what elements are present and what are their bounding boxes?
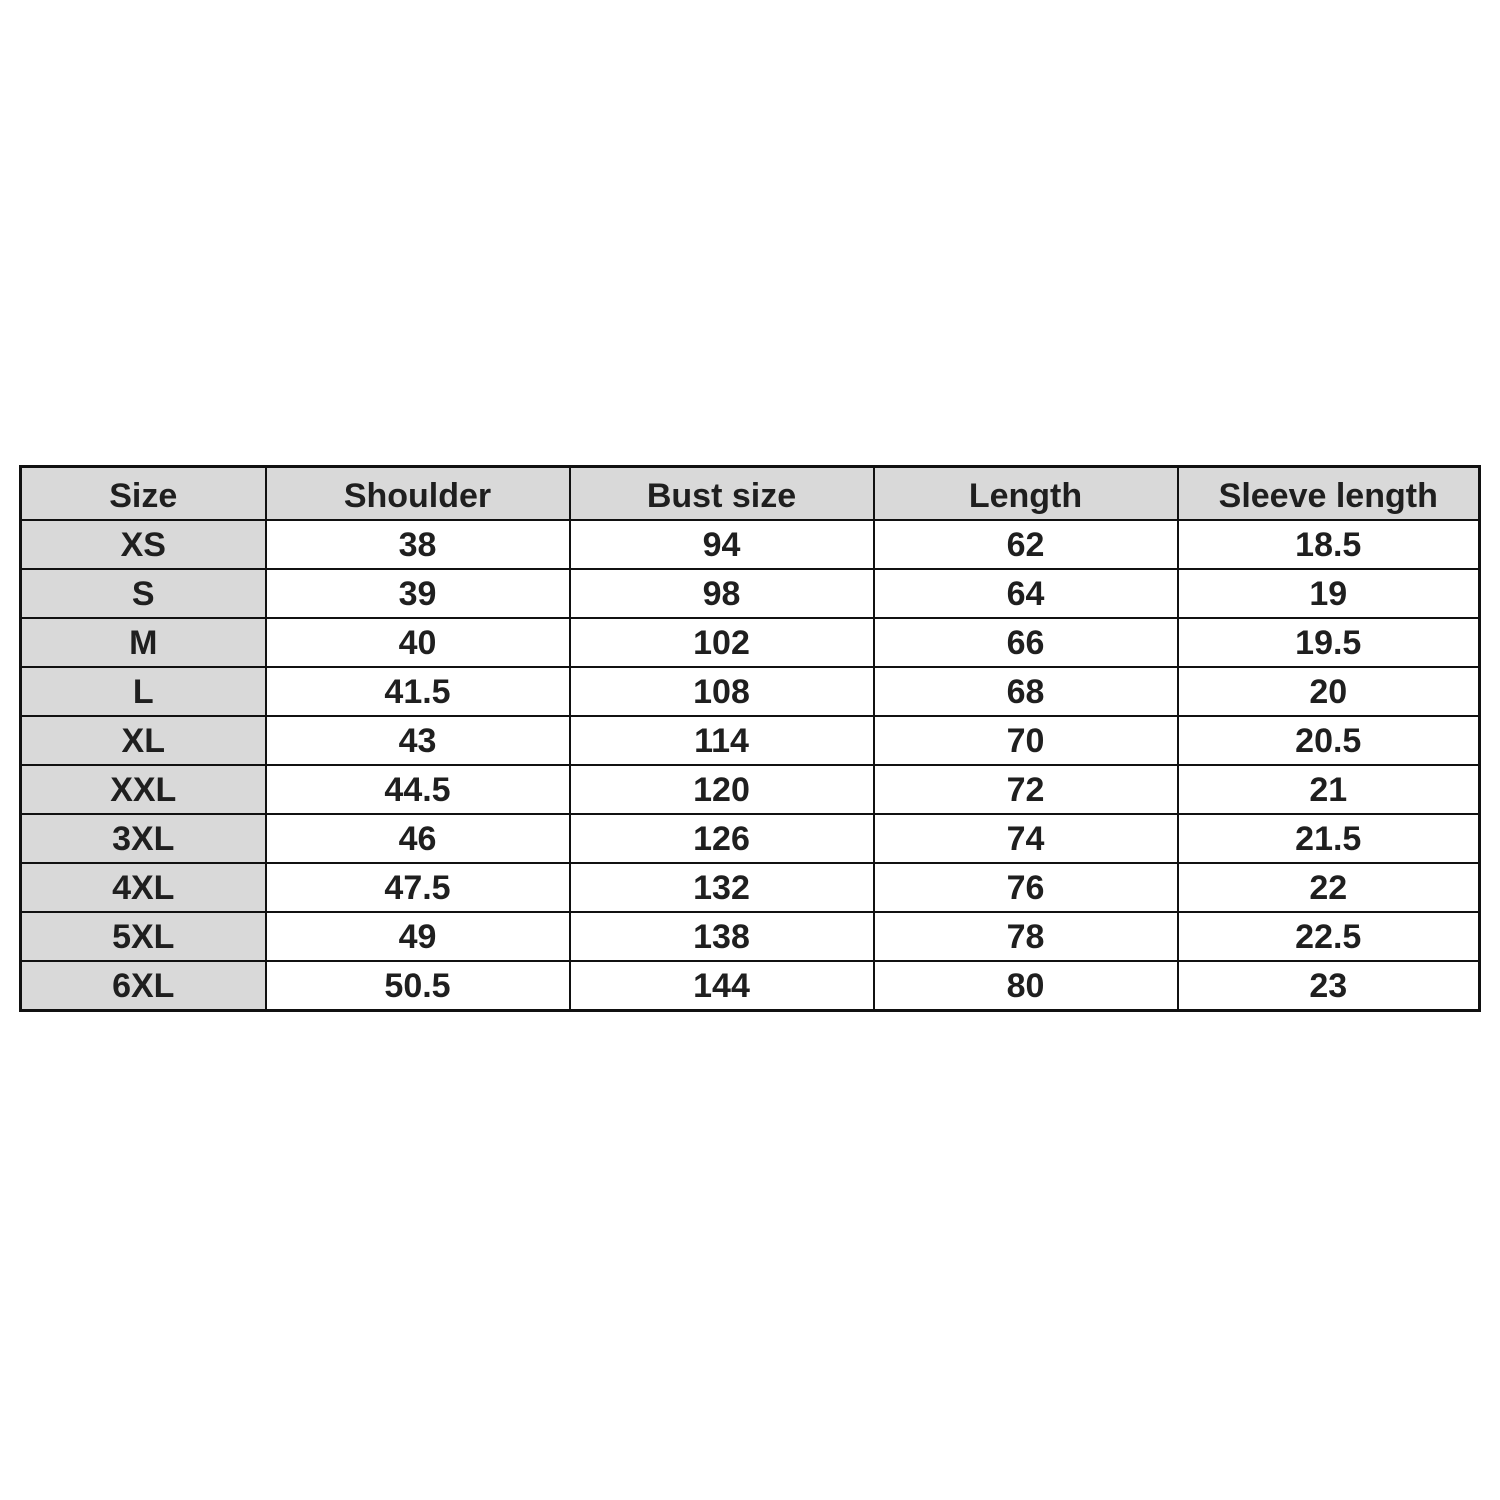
bust-size-cell: 94: [570, 520, 874, 569]
sleeve-length-cell: 22: [1178, 863, 1480, 912]
size-cell: 6XL: [21, 961, 266, 1011]
length-cell: 78: [874, 912, 1178, 961]
sleeve-length-cell: 20.5: [1178, 716, 1480, 765]
length-cell: 80: [874, 961, 1178, 1011]
shoulder-cell: 46: [266, 814, 570, 863]
sleeve-length-cell: 23: [1178, 961, 1480, 1011]
shoulder-cell: 47.5: [266, 863, 570, 912]
size-cell: XL: [21, 716, 266, 765]
table-row: [21, 618, 1480, 667]
size-chart-table: [19, 465, 1481, 1012]
sleeve-length-cell: 21.5: [1178, 814, 1480, 863]
length-cell: 64: [874, 569, 1178, 618]
size-cell: M: [21, 618, 266, 667]
table-row: [21, 520, 1480, 569]
length-cell: 68: [874, 667, 1178, 716]
sleeve-length-cell: 19: [1178, 569, 1480, 618]
table-row: [21, 765, 1480, 814]
table-row: [21, 716, 1480, 765]
length-cell: 66: [874, 618, 1178, 667]
size-cell: S: [21, 569, 266, 618]
size-cell: XS: [21, 520, 266, 569]
sleeve-length-cell: 19.5: [1178, 618, 1480, 667]
length-cell: 74: [874, 814, 1178, 863]
size-cell: 3XL: [21, 814, 266, 863]
table-row: [21, 814, 1480, 863]
size-cell: 5XL: [21, 912, 266, 961]
shoulder-cell: 44.5: [266, 765, 570, 814]
bust-size-cell: 114: [570, 716, 874, 765]
shoulder-cell: 39: [266, 569, 570, 618]
shoulder-cell: 38: [266, 520, 570, 569]
table-header: [21, 467, 1480, 521]
length-cell: 62: [874, 520, 1178, 569]
header-sleeve-length: Sleeve length: [1178, 467, 1480, 521]
shoulder-cell: 50.5: [266, 961, 570, 1011]
bust-size-cell: 108: [570, 667, 874, 716]
shoulder-cell: 41.5: [266, 667, 570, 716]
header-shoulder: Shoulder: [266, 467, 570, 521]
length-cell: 70: [874, 716, 1178, 765]
header-size: Size: [21, 467, 266, 521]
size-cell: 4XL: [21, 863, 266, 912]
shoulder-cell: 40: [266, 618, 570, 667]
sleeve-length-cell: 21: [1178, 765, 1480, 814]
sleeve-length-cell: 20: [1178, 667, 1480, 716]
table-row: [21, 863, 1480, 912]
size-cell: XXL: [21, 765, 266, 814]
bust-size-cell: 120: [570, 765, 874, 814]
length-cell: 72: [874, 765, 1178, 814]
header-bust-size: Bust size: [570, 467, 874, 521]
table-row: [21, 569, 1480, 618]
bust-size-cell: 126: [570, 814, 874, 863]
table-row: [21, 667, 1480, 716]
table-row: [21, 912, 1480, 961]
shoulder-cell: 43: [266, 716, 570, 765]
sleeve-length-cell: 18.5: [1178, 520, 1480, 569]
shoulder-cell: 49: [266, 912, 570, 961]
table-row: [21, 961, 1480, 1011]
bust-size-cell: 138: [570, 912, 874, 961]
size-cell: L: [21, 667, 266, 716]
header-length: Length: [874, 467, 1178, 521]
bust-size-cell: 144: [570, 961, 874, 1011]
bust-size-cell: 132: [570, 863, 874, 912]
bust-size-cell: 102: [570, 618, 874, 667]
table-body: [21, 520, 1480, 1011]
header-row: [21, 467, 1480, 521]
length-cell: 76: [874, 863, 1178, 912]
sleeve-length-cell: 22.5: [1178, 912, 1480, 961]
bust-size-cell: 98: [570, 569, 874, 618]
